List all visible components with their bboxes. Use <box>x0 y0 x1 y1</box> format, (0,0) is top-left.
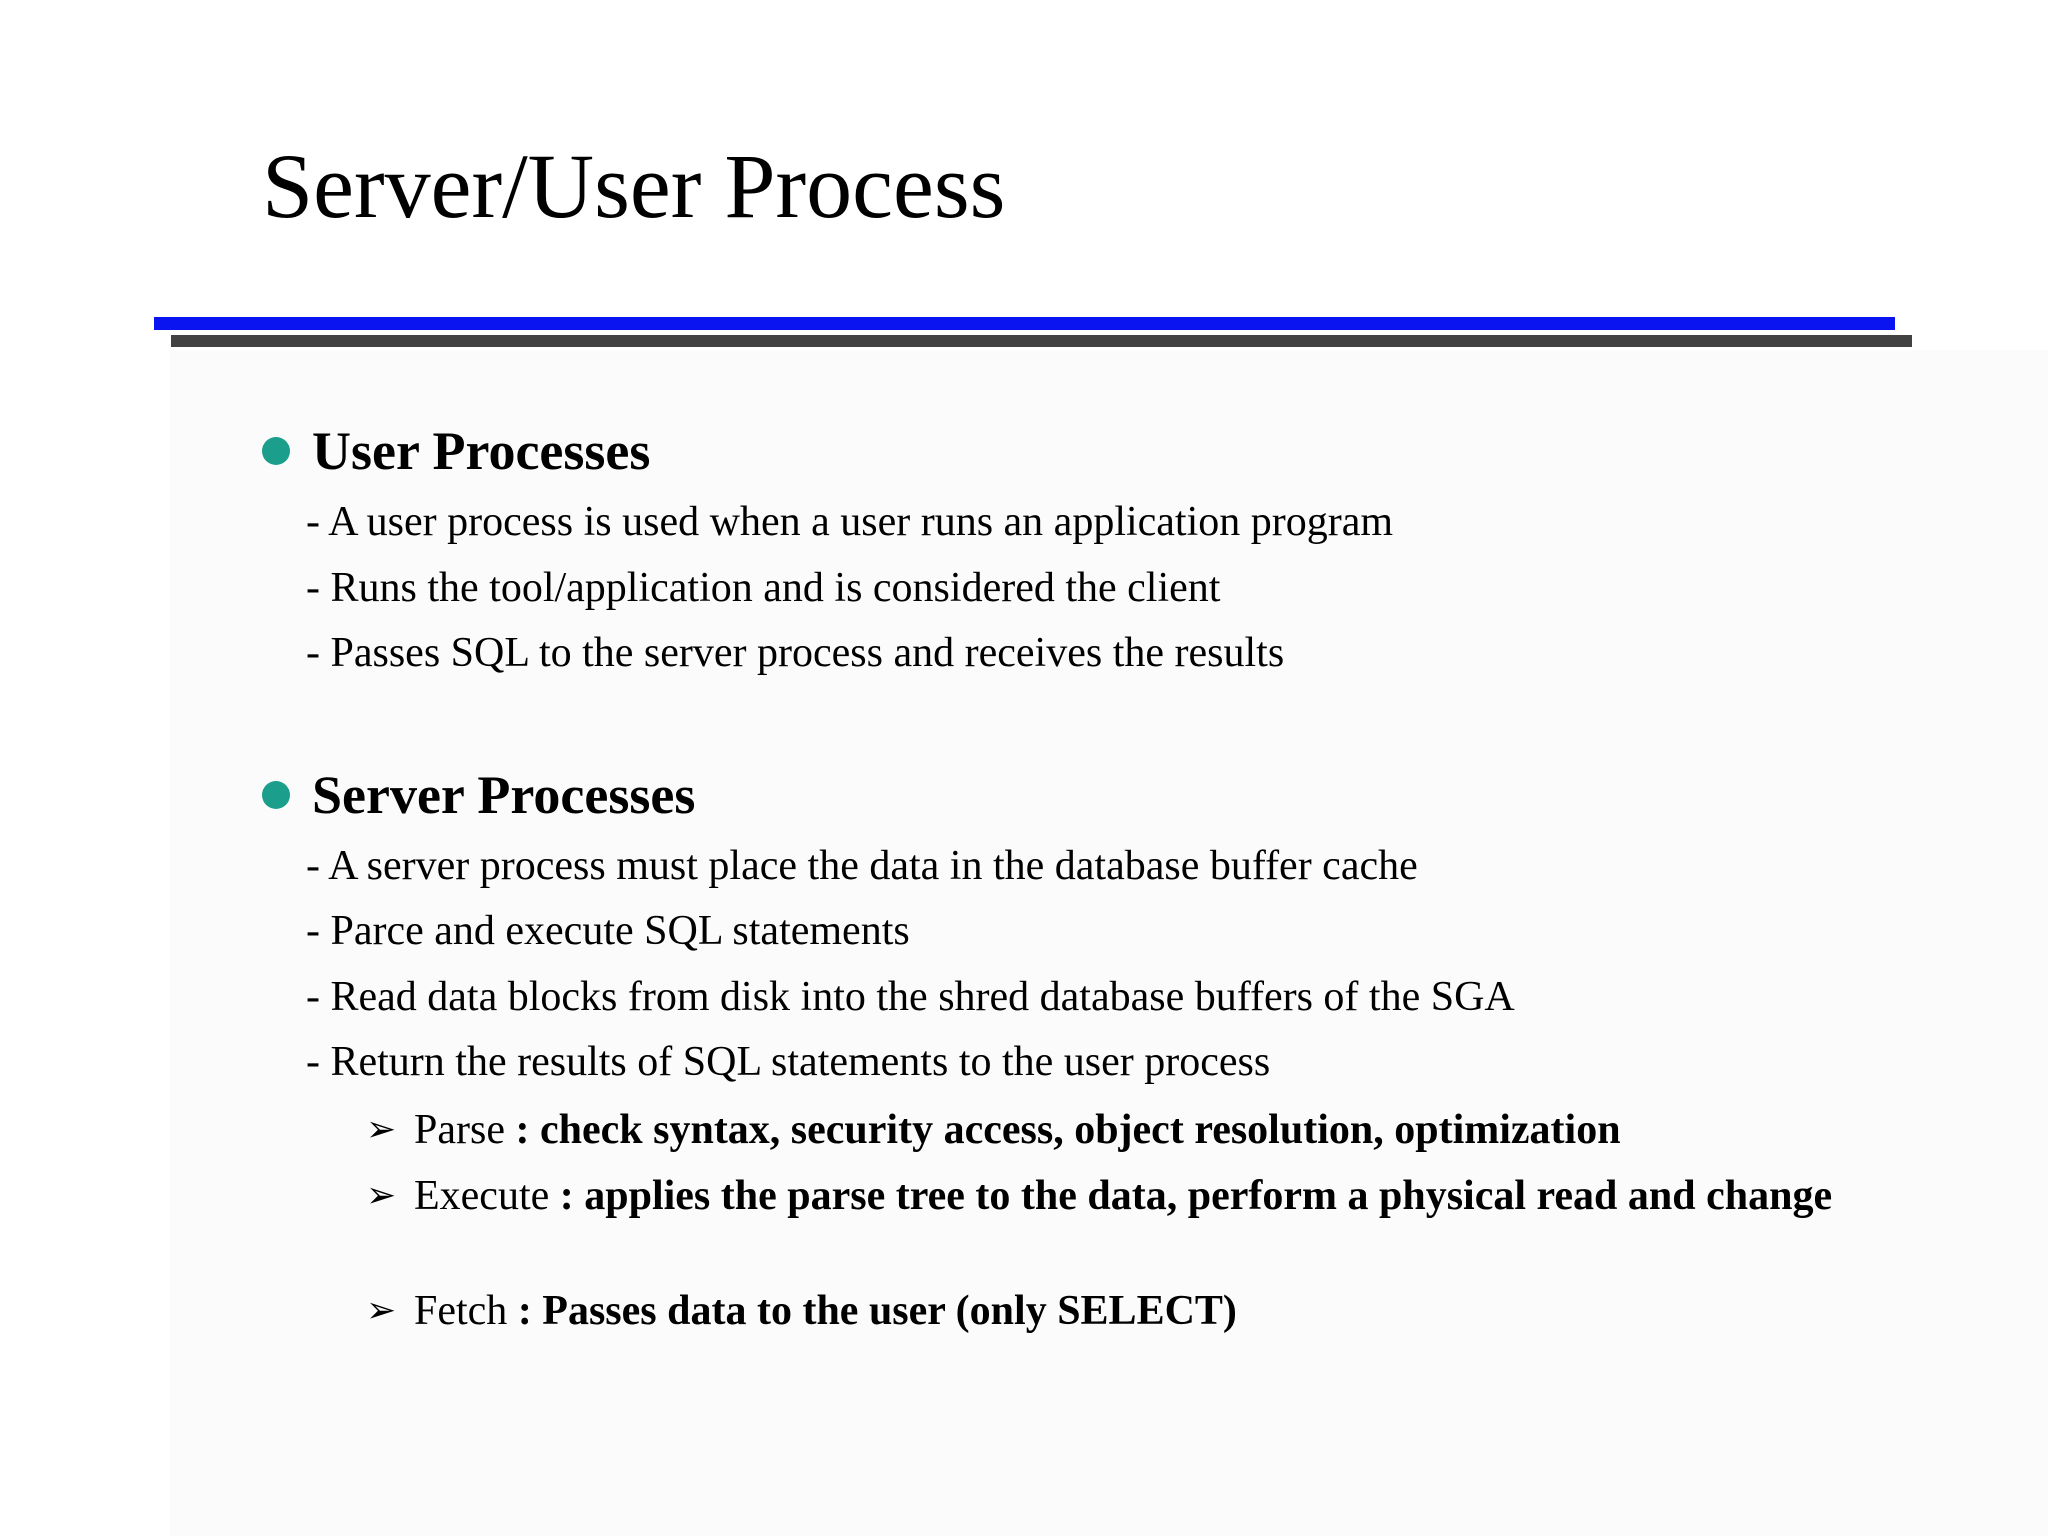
arrow-bullet-icon: ➢ <box>366 1109 397 1150</box>
arrow-bullet-icon: ➢ <box>366 1290 397 1331</box>
sub-item-desc: : Passes data to the user (only SELECT) <box>507 1288 1237 1334</box>
list-item: - Parce and execute SQL statements <box>306 908 910 954</box>
sub-item-execute <box>366 1172 1884 1220</box>
sub-item-parse <box>366 1106 1884 1154</box>
list-item: - Read data blocks from disk into the shred database buffers of the SGA <box>306 974 1515 1020</box>
sub-item-term: Fetch <box>414 1288 508 1334</box>
list-item: - Passes SQL to the server process and receives the results <box>306 630 1285 676</box>
sub-item-term: Execute <box>414 1173 550 1219</box>
sub-item-text <box>414 1106 1884 1154</box>
sub-item-term: Parse <box>414 1107 505 1153</box>
list-item: - Runs the tool/application and is considered the client <box>306 565 1221 611</box>
sub-item-fetch <box>366 1287 1884 1335</box>
list-item: - A server process must place the data in the database buffer cache <box>306 843 1418 889</box>
bullet-dot-icon <box>262 781 290 809</box>
title-rule-shadow <box>171 335 1912 347</box>
slide-title: Server/User Process <box>262 135 1006 237</box>
section-heading-user-processes <box>262 421 651 481</box>
sub-item-text <box>414 1172 1884 1220</box>
list-item: - Return the results of SQL statements to the user process <box>306 1039 1271 1085</box>
arrow-bullet-icon: ➢ <box>366 1175 397 1216</box>
sub-item-desc: : applies the parse tree to the data, perform a physical read and change <box>549 1173 1833 1219</box>
title-rule <box>154 317 1895 330</box>
sub-item-desc: : check syntax, security access, object resolution, optimization <box>504 1107 1621 1153</box>
section-heading-server-processes <box>262 765 696 825</box>
section-heading-label: Server Processes <box>312 765 696 825</box>
sub-item-text <box>414 1287 1884 1335</box>
section-heading-label: User Processes <box>312 421 651 481</box>
bullet-dot-icon <box>262 437 290 465</box>
list-item: - A user process is used when a user runs an application program <box>306 499 1394 545</box>
